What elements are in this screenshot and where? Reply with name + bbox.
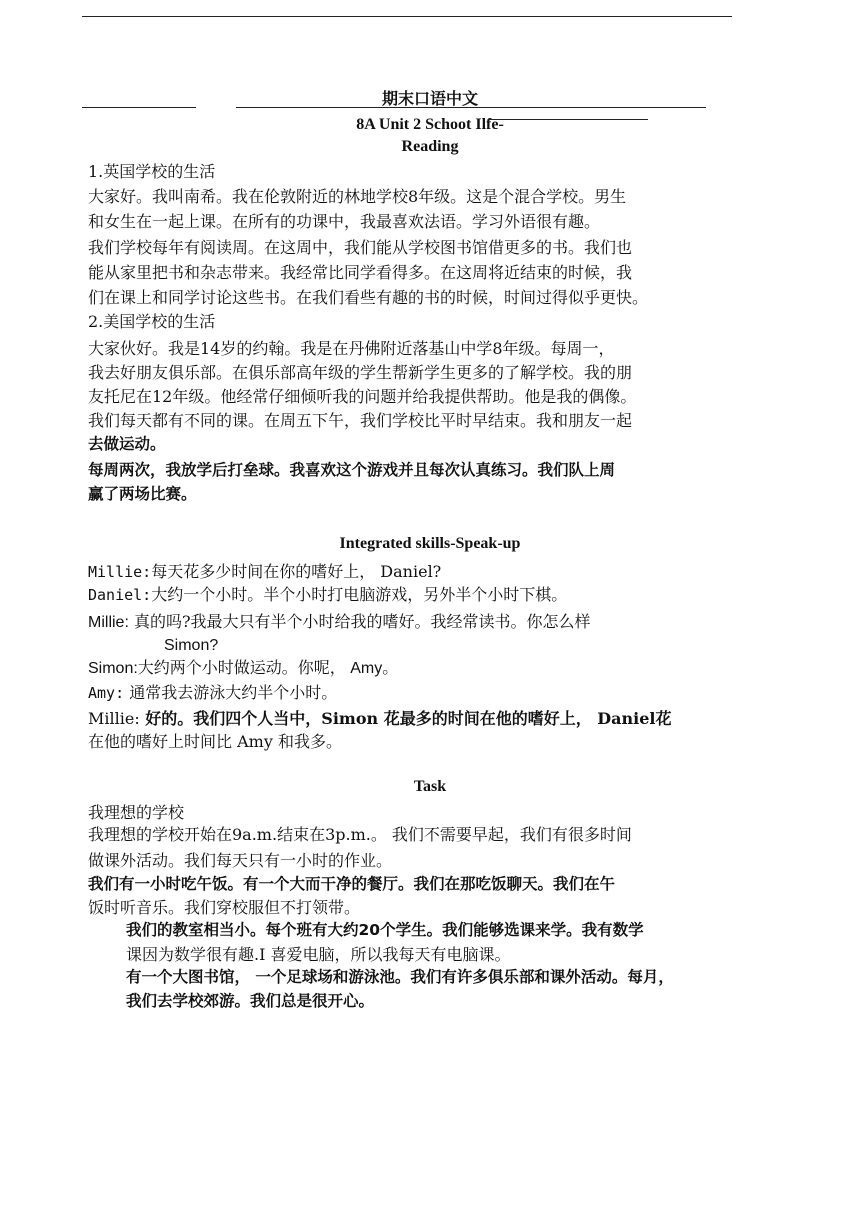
reading-p3-line1: 大家伙好。我是14岁的约翰。我是在丹佛附近落基山中学8年级。每周一， bbox=[88, 339, 615, 358]
reading-p1-line1: 大家好。我叫南希。我在伦敦附近的林地学校8年级。这是个混合学校。男生 bbox=[88, 187, 627, 206]
reading-p3-bold: 去做运动。 bbox=[88, 435, 166, 453]
reading-p3-line2: 我去好朋友俱乐部。在俱乐部高年级的学生帮新学生更多的了解学校。我的朋 bbox=[88, 363, 633, 382]
dialogue-line-4 bbox=[88, 655, 738, 681]
dialogue-text: 大约一个小时。半个小时打电脑游戏，另外半个小时下棋。 bbox=[151, 585, 568, 604]
reading-p2-line1: 我们学校每年有阅读周。在这周中，我们能从学校图书馆借更多的书。我们也 bbox=[88, 238, 633, 257]
speaker-millie: Millie: bbox=[88, 709, 140, 728]
task-line-1: 我理想的学校开始在9a.m.结束在3p.m.。 我们不需要早起，我们有很多时间 bbox=[88, 825, 632, 844]
task-line-3: 我们有一小时吃午饭。有一个大而干净的餐厅。我们在那吃饭聊天。我们在午 bbox=[88, 875, 616, 893]
dialogue-text: 大约两个小时做运动。你呢， bbox=[137, 658, 346, 677]
dialogue-text: 每天花多少时间在你的嗜好上， Daniel? bbox=[151, 562, 442, 581]
unit-title: 8A Unit 2 Schoot Ilfe- bbox=[356, 116, 504, 133]
dialogue-line-2 bbox=[88, 582, 738, 608]
speaker-daniel: Daniel: bbox=[88, 586, 152, 604]
dialogue-line-5 bbox=[88, 680, 738, 706]
task-line-8: 我们去学校郊游。我们总是很开心。 bbox=[126, 992, 375, 1010]
dialogue-line-3 bbox=[88, 609, 738, 635]
task-heading: 我理想的学校 bbox=[88, 803, 185, 822]
task-line-4: 饭时听音乐。我们穿校服但不打领带。 bbox=[88, 898, 361, 917]
dialogue-text-end: 。 bbox=[382, 658, 399, 677]
unit-rule bbox=[488, 119, 648, 120]
task-line-5: 我们的教室相当小。每个班有大约20个学生。我们能够选课来学。我有数学 bbox=[126, 921, 644, 939]
dialogue-name-amy: Amy bbox=[345, 660, 383, 677]
reading-p2-line3: 们在课上和同学讨论这些书。在我们看些有趣的书的时候，时间过得似乎更快。 bbox=[88, 288, 649, 307]
speaker-simon: Simon: bbox=[88, 660, 138, 677]
dialogue-line-3-cont: Simon? bbox=[164, 637, 219, 654]
speaker-millie: Millie: bbox=[88, 614, 129, 631]
section-reading: Reading bbox=[401, 138, 459, 155]
page-title: 期末口语中文 bbox=[381, 89, 478, 108]
task-line-6: 课因为数学很有趣.I 喜爱电脑，所以我每天有电脑课。 bbox=[126, 945, 511, 964]
reading-p4-line2: 赢了两场比赛。 bbox=[88, 485, 197, 503]
dialogue-text: 真的吗?我最大只有半个小时给我的嗜好。我经常读书。你怎么样 bbox=[128, 612, 591, 631]
speaker-amy: Amy: bbox=[88, 684, 125, 702]
reading-p4-line1: 每周两次，我放学后打垒球。我喜欢这个游戏并且每次认真练习。我们队上周 bbox=[88, 461, 616, 479]
top-rule bbox=[82, 16, 732, 17]
task-line-7: 有一个大图书馆， 一个足球场和游泳池。我们有许多俱乐部和课外活动。每月， bbox=[126, 968, 674, 986]
reading-p1-line2: 和女生在一起上课。在所有的功课中，我最喜欢法语。学习外语很有趣。 bbox=[88, 212, 601, 231]
dialogue-text: 通常我去游泳大约半个小时。 bbox=[124, 683, 338, 702]
section-integrated-skills: Integrated skills-Speak-up bbox=[339, 535, 521, 552]
task-line-2: 做课外活动。我们每天只有一小时的作业。 bbox=[88, 851, 393, 870]
speaker-millie: Millie: bbox=[88, 563, 152, 581]
reading-heading-2: 2.美国学校的生活 bbox=[88, 312, 216, 331]
reading-p3-line3: 友托尼在12年级。他经常仔细倾听我的问题并给我提供帮助。他是我的偶像。 bbox=[88, 387, 637, 406]
section-task: Task bbox=[413, 778, 447, 795]
dialogue-line-6 bbox=[88, 706, 738, 731]
reading-p2-line2: 能从家里把书和杂志带来。我经常比同学看得多。在这周将近结束的时候，我 bbox=[88, 263, 633, 282]
dialogue-text: 好的。我们四个人当中，Simon 花最多的时间在他的嗜好上， Daniel花 bbox=[139, 709, 672, 728]
dialogue-line-6-cont: 在他的嗜好上时间比 Amy 和我多。 bbox=[88, 732, 342, 751]
reading-p3-line4: 我们每天都有不同的课。在周五下午，我们学校比平时早结束。我和朋友一起 bbox=[88, 411, 633, 430]
reading-heading-1: 1.英国学校的生活 bbox=[88, 162, 216, 181]
